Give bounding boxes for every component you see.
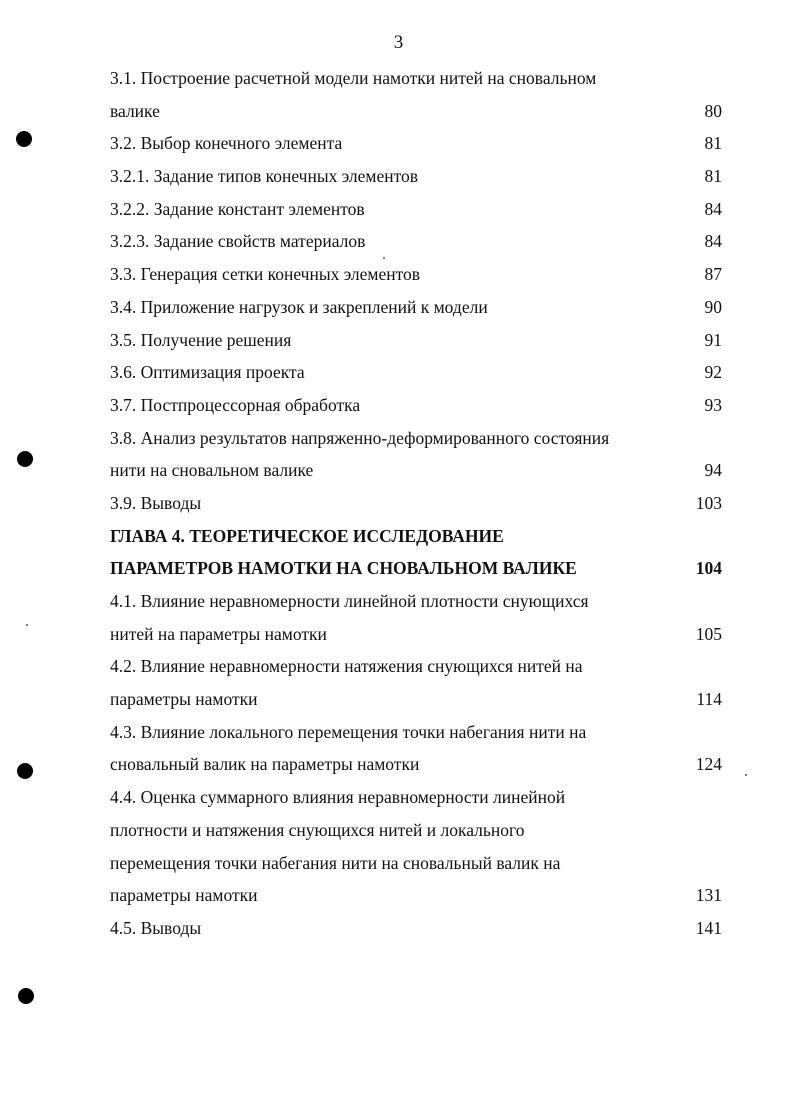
toc-entry-text: 3.6. Оптимизация проекта [110, 362, 305, 383]
toc-line [110, 62, 722, 95]
toc-entry-text: параметры намотки [110, 689, 258, 710]
toc-page-number: 124 [695, 754, 722, 775]
toc-line [110, 683, 722, 716]
toc-page-number: 141 [695, 917, 722, 938]
toc-entry-text: 3.7. Постпроцессорная обработка [110, 394, 361, 415]
punch-hole [16, 131, 32, 147]
toc-entry-text: 3.2. Выбор конечного элемента [110, 133, 343, 154]
toc-line [110, 95, 722, 128]
toc-line [110, 748, 722, 781]
scan-speck [745, 774, 747, 776]
toc-entry-text: 4.1. Влияние неравномерности линейной плотности снующихся [110, 591, 589, 611]
toc-page-number: 91 [704, 329, 722, 350]
toc-entry-text: ГЛАВА 4. ТЕОРЕТИЧЕСКОЕ ИССЛЕДОВАНИЕ [110, 525, 504, 546]
toc-line [110, 585, 722, 618]
scan-speck [383, 257, 385, 259]
toc-entry-text: 4.5. Выводы [110, 917, 202, 938]
punch-hole [18, 988, 34, 1004]
toc-line [110, 847, 722, 880]
toc-entry-text: 3.2.1. Задание типов конечных элементов [110, 166, 419, 187]
toc-page-number: 104 [695, 558, 722, 579]
toc-entry-text: нитей на параметры намотки [110, 623, 327, 644]
toc-entry-text: 3.5. Получение решения [110, 329, 292, 350]
toc-page-number: 87 [704, 264, 722, 285]
toc-line [110, 160, 722, 193]
toc-line [110, 879, 722, 912]
toc-entry-text: 4.2. Влияние неравномерности натяжения снующихся нитей на [110, 656, 583, 677]
toc-line [110, 618, 722, 651]
toc-entry-text: 3.1. Построение расчетной модели намотки нитей на сновальном [110, 68, 597, 88]
toc-line [110, 781, 722, 814]
toc-page-number: 84 [704, 198, 722, 219]
toc-line [110, 422, 722, 455]
toc-page-number: 105 [695, 623, 722, 644]
toc-entry-text: нити на сновальном валике [110, 460, 314, 481]
toc-line [110, 127, 722, 160]
toc-page-number: 103 [695, 492, 722, 513]
scan-speck [26, 624, 28, 626]
toc-entry-text: 4.3. Влияние локального перемещения точки набегания нити на [110, 721, 587, 742]
toc-entry-text: 4.4. Оценка суммарного влияния неравномерности линейной [110, 787, 566, 808]
toc-page-number: 81 [704, 166, 722, 187]
toc-entry-text: 3.3. Генерация сетки конечных элементов [110, 264, 421, 285]
toc-entry-text: валике [110, 100, 160, 121]
toc-page-number: 93 [704, 394, 722, 415]
toc-line [110, 291, 722, 324]
punch-hole [17, 451, 33, 467]
toc-line [110, 356, 722, 389]
toc-entry-text: 3.9. Выводы [110, 492, 202, 513]
toc-entry-text: 3.2.2. Задание констант элементов [110, 198, 365, 219]
toc-page-number: 92 [704, 362, 722, 383]
toc-entry-text: параметры намотки [110, 885, 258, 906]
toc-line [110, 225, 722, 258]
toc-line [110, 912, 722, 945]
toc-entry-text: сновальный валик на параметры намотки [110, 754, 420, 775]
toc-entry-text: ПАРАМЕТРОВ НАМОТКИ НА СНОВАЛЬНОМ ВАЛИКЕ [110, 558, 577, 579]
toc-line [110, 487, 722, 520]
toc-page-number: 84 [704, 231, 722, 252]
toc-page-number: 80 [704, 100, 722, 121]
toc-page-number: 131 [695, 885, 722, 906]
toc-entry-text: 3.8. Анализ результатов напряженно-деформированного состояния [110, 427, 610, 448]
toc-line [110, 193, 722, 226]
toc-line [110, 454, 722, 487]
toc-page-number: 94 [704, 460, 722, 481]
toc-entry-text: плотности и натяжения снующихся нитей и локального [110, 819, 525, 840]
toc-entry-text: 3.4. Приложение нагрузок и закреплений к модели [110, 296, 488, 317]
toc-line [110, 324, 722, 357]
toc-page-number: 114 [696, 689, 722, 710]
toc-line [110, 716, 722, 749]
toc-page-number: 90 [704, 296, 722, 317]
toc-line [110, 389, 722, 422]
toc-line [110, 814, 722, 847]
toc-entry-text: перемещения точки набегания нити на сновальный валик на [110, 852, 561, 873]
toc-entry-text: 3.2.3. Задание свойств материалов [110, 231, 366, 252]
page-number: 3 [393, 32, 404, 53]
toc-chapter-line [110, 520, 722, 553]
toc-line [110, 650, 722, 683]
punch-hole [17, 763, 33, 779]
toc-chapter-line [110, 552, 722, 585]
toc-page-number: 81 [704, 133, 722, 154]
table-of-contents [110, 62, 722, 945]
toc-line [110, 258, 722, 291]
